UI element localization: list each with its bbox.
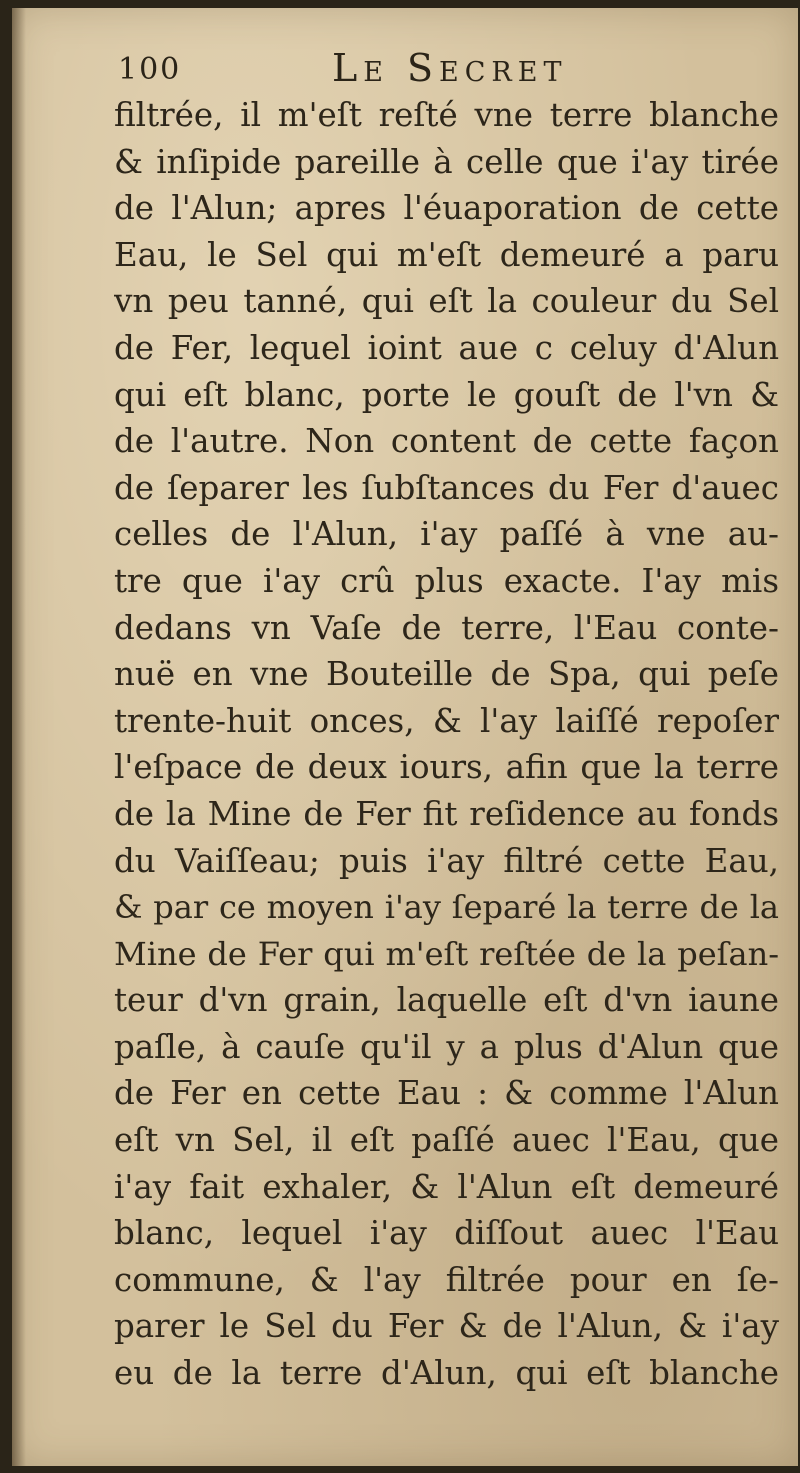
text-line: Eau, le Sel qui m'eſt demeuré a paru <box>114 235 779 274</box>
book-page <box>12 8 798 1466</box>
text-line: blanc, lequel i'ay diſſout auec l'Eau <box>114 1214 779 1253</box>
text-line: eu de la terre d'Alun, qui eſt blanche <box>114 1354 779 1393</box>
text-line: tre que i'ay crû plus exacte. I'ay mis <box>114 561 779 600</box>
text-line: commune, & l'ay filtrée pour en ſe- <box>114 1260 779 1299</box>
text-line: paſle, à cauſe qu'il y a plus d'Alun que <box>114 1027 779 1066</box>
text-line: de ſeparer les ſubſtances du Fer d'auec <box>114 468 779 507</box>
text-line: dedans vn Vaſe de terre, l'Eau conte- <box>114 608 779 647</box>
page-number: 100 <box>118 52 182 87</box>
text-line: de Fer, lequel ioint aue c celuy d'Alun <box>114 328 779 367</box>
text-line: parer le Sel du Fer & de l'Alun, & i'ay <box>114 1307 779 1346</box>
text-line: & inſipide pareille à celle que i'ay tirée <box>114 142 779 181</box>
text-line: de Fer en cette Eau : & comme l'Alun <box>114 1074 779 1113</box>
text-line: trente-huit onces, & l'ay laiſſé repoſer <box>114 701 779 740</box>
text-line: de l'Alun; apres l'éuaporation de cette <box>114 189 779 228</box>
body-text <box>114 92 779 1397</box>
text-line: vn peu tanné, qui eſt la couleur du Sel <box>114 282 779 321</box>
text-line: du Vaiſſeau; puis i'ay filtré cette Eau, <box>114 841 779 880</box>
text-line: nuë en vne Bouteille de Spa, qui peſe <box>114 655 779 694</box>
text-line: l'eſpace de deux iours, afin que la terre <box>114 748 779 787</box>
text-line: celles de l'Alun, i'ay paſſé à vne au- <box>114 515 779 554</box>
text-line: & par ce moyen i'ay ſeparé la terre de la <box>114 888 779 927</box>
text-line: qui eſt blanc, porte le gouſt de l'vn & <box>114 375 779 414</box>
text-line: Mine de Fer qui m'eſt reſtée de la peſan- <box>114 934 779 973</box>
gutter-shadow <box>12 8 26 1466</box>
page-header <box>110 46 670 96</box>
text-line: eſt vn Sel, il eſt paſſé auec l'Eau, que <box>114 1121 779 1160</box>
text-line: de l'autre. Non content de cette façon <box>114 422 779 461</box>
running-head: Le Secret <box>332 46 568 90</box>
text-line: de la Mine de Fer fit reſidence au fonds <box>114 794 779 833</box>
text-line: teur d'vn grain, laquelle eſt d'vn iaune <box>114 981 779 1020</box>
text-line: i'ay fait exhaler, & l'Alun eſt demeuré <box>114 1167 779 1206</box>
text-line: filtrée, il m'eſt reſté vne terre blanche <box>114 96 779 134</box>
